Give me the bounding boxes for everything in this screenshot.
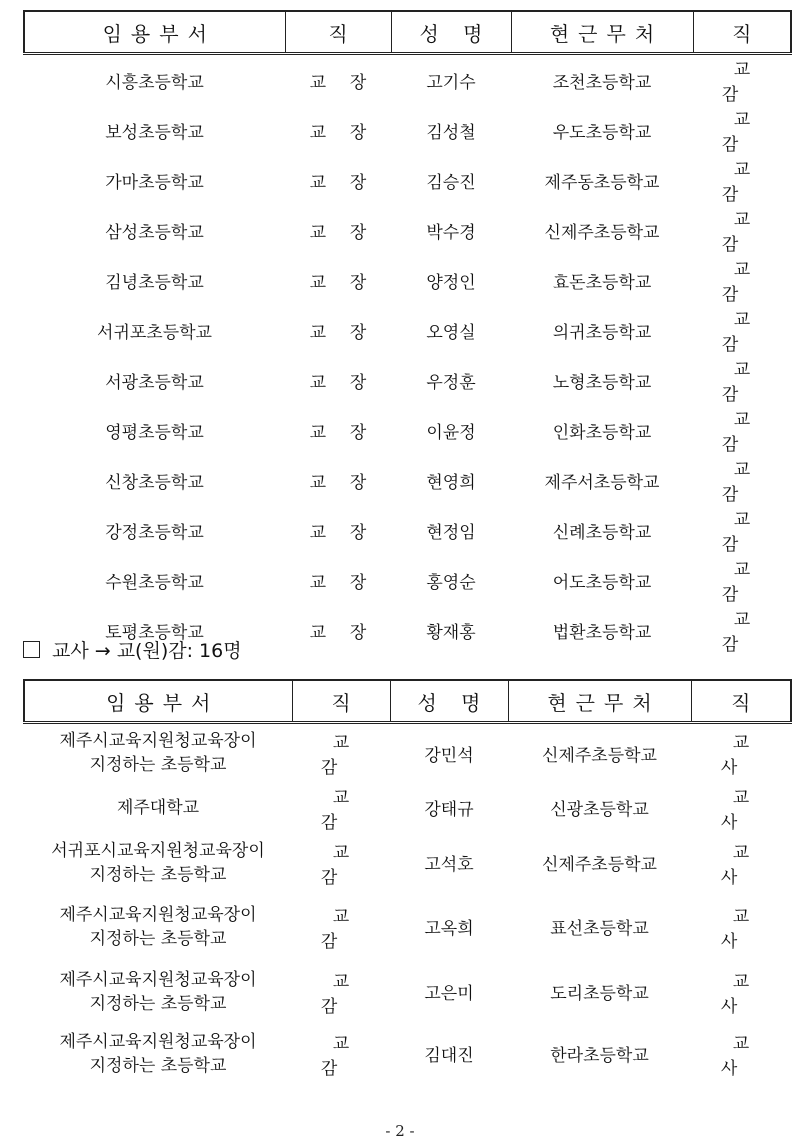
dept-cell: 토평초등학교: [105, 622, 204, 643]
position-cell: 교감: [320, 971, 374, 1017]
current-position-cell: 교사: [720, 733, 774, 779]
current-position-cell: 교감: [721, 410, 775, 455]
header-current-workplace: 현근무처: [511, 11, 693, 54]
name-cell: 이윤정: [426, 422, 476, 443]
position-cell: 교장: [309, 422, 391, 443]
position-cell: 교장: [309, 322, 391, 343]
current-position-cell: 교감: [721, 210, 775, 255]
table-row: [24, 255, 791, 305]
name-cell: 고기수: [426, 72, 476, 93]
table-header-row: [24, 11, 791, 54]
current-position-cell: 교감: [721, 510, 775, 555]
name-cell: 강태규: [424, 800, 474, 820]
checkbox-square-icon: [23, 641, 40, 658]
current-workplace-cell: 효돈초등학교: [552, 272, 652, 293]
dept-line-1: 제주시교육지원청교육장이: [59, 969, 257, 990]
position-cell: 교감: [320, 787, 374, 833]
name-cell: 김대진: [424, 1046, 474, 1066]
table-row: [24, 54, 791, 106]
header-current-position: 직: [693, 11, 791, 54]
table-row: [24, 305, 791, 355]
dept-cell: [24, 783, 292, 833]
current-position-cell: 교사: [720, 971, 774, 1017]
current-position-cell: 교감: [721, 260, 775, 305]
current-workplace-cell: 신제주초등학교: [542, 745, 657, 766]
dept-line-2: 지정하는 초등학교: [89, 755, 227, 776]
position-cell: 교장: [309, 122, 391, 143]
dept-cell: 시흥초등학교: [105, 72, 204, 93]
dept-cell: 서귀포초등학교: [97, 322, 212, 343]
name-cell: 오영실: [426, 322, 476, 343]
dept-line-2: 지정하는 초등학교: [89, 864, 227, 885]
dept-cell: 가마초등학교: [105, 172, 204, 193]
dept-line-1: 제주시교육지원청교육장이: [59, 904, 257, 925]
current-workplace-cell: 신광초등학교: [550, 800, 649, 820]
header-name: 성 명: [391, 11, 511, 54]
table-row: [24, 1023, 791, 1085]
table-row: [24, 155, 791, 205]
position-cell: 교장: [309, 272, 391, 293]
position-cell: 교장: [309, 472, 391, 493]
current-workplace-cell: 제주동초등학교: [544, 172, 660, 193]
section-title: 교사 → 교(원)감: 16명: [52, 640, 242, 662]
dept-line-1: 제주대학교: [116, 797, 200, 818]
name-cell: 양정인: [426, 272, 476, 293]
current-workplace-cell: 인화초등학교: [552, 422, 652, 443]
table-row: [24, 833, 791, 893]
header-position: 직: [292, 680, 390, 723]
current-workplace-cell: 조천초등학교: [552, 72, 652, 93]
current-workplace-cell: 도리초등학교: [550, 984, 649, 1004]
dept-line-1: 제주시교육지원청교육장이: [59, 1031, 257, 1052]
table1-body: [24, 54, 791, 656]
current-position-cell: 교감: [721, 610, 775, 655]
name-cell: 김승진: [426, 172, 476, 193]
current-position-cell: 교감: [721, 360, 775, 405]
dept-cell: [24, 961, 292, 1023]
current-position-cell: 교감: [721, 110, 775, 155]
table-row: [24, 355, 791, 405]
table-row: [24, 723, 791, 783]
position-cell: 교감: [320, 842, 374, 888]
table-row: [24, 205, 791, 255]
name-cell: 현영희: [426, 472, 476, 493]
table2-body: [24, 723, 791, 1085]
current-position-cell: 교감: [721, 560, 775, 605]
current-position-cell: 교사: [720, 787, 774, 833]
dept-cell: [24, 893, 292, 961]
current-workplace-cell: 한라초등학교: [550, 1046, 649, 1066]
appointment-table-vice-principals: [23, 679, 792, 1085]
position-cell: 교감: [320, 1033, 374, 1079]
current-position-cell: 교사: [720, 842, 774, 888]
current-position-cell: 교사: [720, 1033, 774, 1079]
current-workplace-cell: 법환초등학교: [552, 622, 652, 643]
table-row: [24, 505, 791, 555]
current-workplace-cell: 우도초등학교: [552, 122, 652, 143]
name-cell: 고은미: [424, 984, 474, 1004]
current-workplace-cell: 신례초등학교: [552, 522, 652, 543]
header-current-position: 직: [691, 680, 791, 723]
position-cell: 교장: [309, 172, 391, 193]
name-cell: 홍영순: [426, 572, 476, 593]
table-row: [24, 783, 791, 833]
position-cell: 교장: [309, 372, 391, 393]
dept-cell: 김녕초등학교: [105, 272, 204, 293]
current-workplace-cell: 제주서초등학교: [544, 472, 660, 493]
dept-cell: [24, 1023, 292, 1085]
dept-cell: 강정초등학교: [105, 522, 204, 543]
header-dept: 임용부서: [24, 680, 292, 723]
table-row: [24, 105, 791, 155]
dept-cell: 영평초등학교: [105, 422, 204, 443]
dept-cell: 서광초등학교: [105, 372, 204, 393]
position-cell: 교장: [309, 572, 391, 593]
current-position-cell: 교감: [721, 60, 775, 105]
table-row: [24, 455, 791, 505]
table-row: [24, 893, 791, 961]
table-header-row: [24, 680, 791, 723]
dept-line-2: 지정하는 초등학교: [89, 1055, 227, 1076]
current-workplace-cell: 신제주초등학교: [544, 222, 660, 243]
dept-cell: [24, 723, 292, 783]
name-cell: 현정임: [426, 522, 476, 543]
position-cell: 교장: [309, 72, 391, 93]
current-position-cell: 교사: [720, 906, 774, 952]
name-cell: 황재홍: [426, 622, 476, 643]
current-workplace-cell: 어도초등학교: [552, 572, 652, 593]
table-row: [24, 961, 791, 1023]
name-cell: 박수경: [426, 222, 476, 243]
current-workplace-cell: 신제주초등학교: [542, 855, 657, 875]
dept-cell: 신창초등학교: [105, 472, 204, 493]
dept-line-2: 지정하는 초등학교: [89, 928, 227, 949]
position-cell: 교감: [320, 906, 374, 952]
header-current-workplace: 현근무처: [508, 680, 691, 723]
current-workplace-cell: 표선초등학교: [550, 919, 649, 939]
section-heading: [23, 636, 242, 663]
current-position-cell: 교감: [721, 310, 775, 355]
table-row: [24, 405, 791, 455]
appointment-table-principals: [23, 10, 792, 655]
current-workplace-cell: 노형초등학교: [552, 372, 652, 393]
position-cell: 교감: [320, 733, 374, 779]
name-cell: 고옥희: [424, 919, 474, 939]
name-cell: 강민석: [424, 745, 474, 766]
header-name: 성 명: [390, 680, 508, 723]
name-cell: 고석호: [424, 855, 474, 875]
name-cell: 우정훈: [426, 372, 476, 393]
dept-cell: [24, 833, 292, 893]
current-workplace-cell: 의귀초등학교: [552, 322, 652, 343]
dept-line-1: 서귀포시교육지원청교육장이: [51, 840, 265, 861]
position-cell: 교장: [309, 222, 391, 243]
dept-line-2: 지정하는 초등학교: [89, 993, 227, 1014]
dept-cell: 수원초등학교: [105, 572, 204, 593]
position-cell: 교장: [309, 522, 391, 543]
table-row: [24, 555, 791, 605]
dept-cell: 삼성초등학교: [105, 222, 204, 243]
current-position-cell: 교감: [721, 460, 775, 505]
header-position: 직: [285, 11, 391, 54]
dept-cell: 보성초등학교: [105, 122, 204, 143]
current-position-cell: 교감: [721, 160, 775, 205]
position-cell: 교장: [309, 622, 391, 643]
name-cell: 김성철: [426, 122, 476, 143]
page-number: - 2 -: [385, 1122, 415, 1140]
header-dept: 임용부서: [24, 11, 285, 54]
dept-line-1: 제주시교육지원청교육장이: [59, 731, 257, 752]
